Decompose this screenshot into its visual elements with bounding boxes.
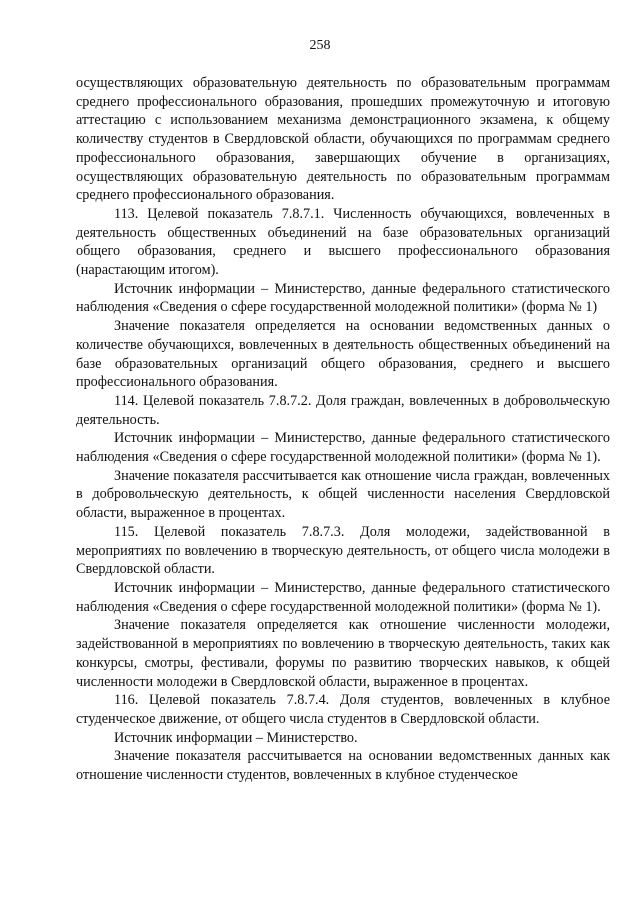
page-number: 258 [309, 38, 331, 53]
document-body [76, 74, 610, 785]
paragraph-value-116: Значение показателя рассчитывается на основании ведомственных данных как отношение численности студентов, вовлеченных в клубное студенческое [76, 748, 610, 784]
paragraph-continuation: осуществляющих образовательную деятельность по образовательным программам среднего профессионального образования, прошедших промежуточную и итоговую аттестацию с использованием механизма демонстрационного экзамена, к общему количеству студентов в Свердловской области, обучающихся по программам среднего профессионального образования, завершающих обучение в организациях, осуществляющих образовательную деятельность по образовательным программам среднего профессионального образования. [76, 75, 610, 204]
paragraph-indicator-113: 113. Целевой показатель 7.8.7.1. Численность обучающихся, вовлеченных в деятельность общественных объединений на базе образовательных организаций общего образования, среднего и высшего профессионального образования (нарастающим итогом). [76, 205, 610, 279]
paragraph-indicator-116: 116. Целевой показатель 7.8.7.4. Доля студентов, вовлеченных в клубное студенческое движение, от общего числа студентов в Свердловской области. [76, 692, 610, 727]
paragraph-value-114: Значение показателя рассчитывается как отношение числа граждан, вовлеченных в добровольческую деятельность, к общей численности населения Свердловской области, выраженное в процентах. [76, 467, 610, 522]
paragraph-source-116: Источник информации – Министерство. [114, 729, 358, 746]
paragraph-source-114: Источник информации – Министерство, данные федерального статистического наблюдения «Сведения о сфере государственной молодежной политики» (форма № 1). [76, 430, 610, 466]
paragraph-value-115: Значение показателя определяется как отношение численности молодежи, задействованной в мероприятиях по вовлечению в творческую деятельность, таких как конкурсы, смотры, фестивали, форумы по развитию творческих навыков, к общей численности молодежи в Свердловской области, выраженное в процентах. [76, 617, 610, 690]
paragraph-indicator-115: 115. Целевой показатель 7.8.7.3. Доля молодежи, задействованной в мероприятиях по вовлечению в творческую деятельность, от общего числа молодежи в Свердловской области. [76, 523, 610, 578]
paragraph-source-115: Источник информации – Министерство, данные федерального статистического наблюдения «Сведения о сфере государственной молодежной политики» (форма № 1). [76, 579, 610, 615]
paragraph-value-113: Значение показателя определяется на основании ведомственных данных о количестве обучающихся, вовлеченных в деятельность общественных объединений на базе образовательных организаций общего образования, среднего и высшего профессионального образования. [76, 318, 610, 391]
paragraph-indicator-114: 114. Целевой показатель 7.8.7.2. Доля граждан, вовлеченных в добровольческую деятельность. [76, 392, 610, 428]
paragraph-source-113: Источник информации – Министерство, данные федерального статистического наблюдения «Сведения о сфере государственной молодежной политики» (форма № 1) [76, 280, 610, 316]
